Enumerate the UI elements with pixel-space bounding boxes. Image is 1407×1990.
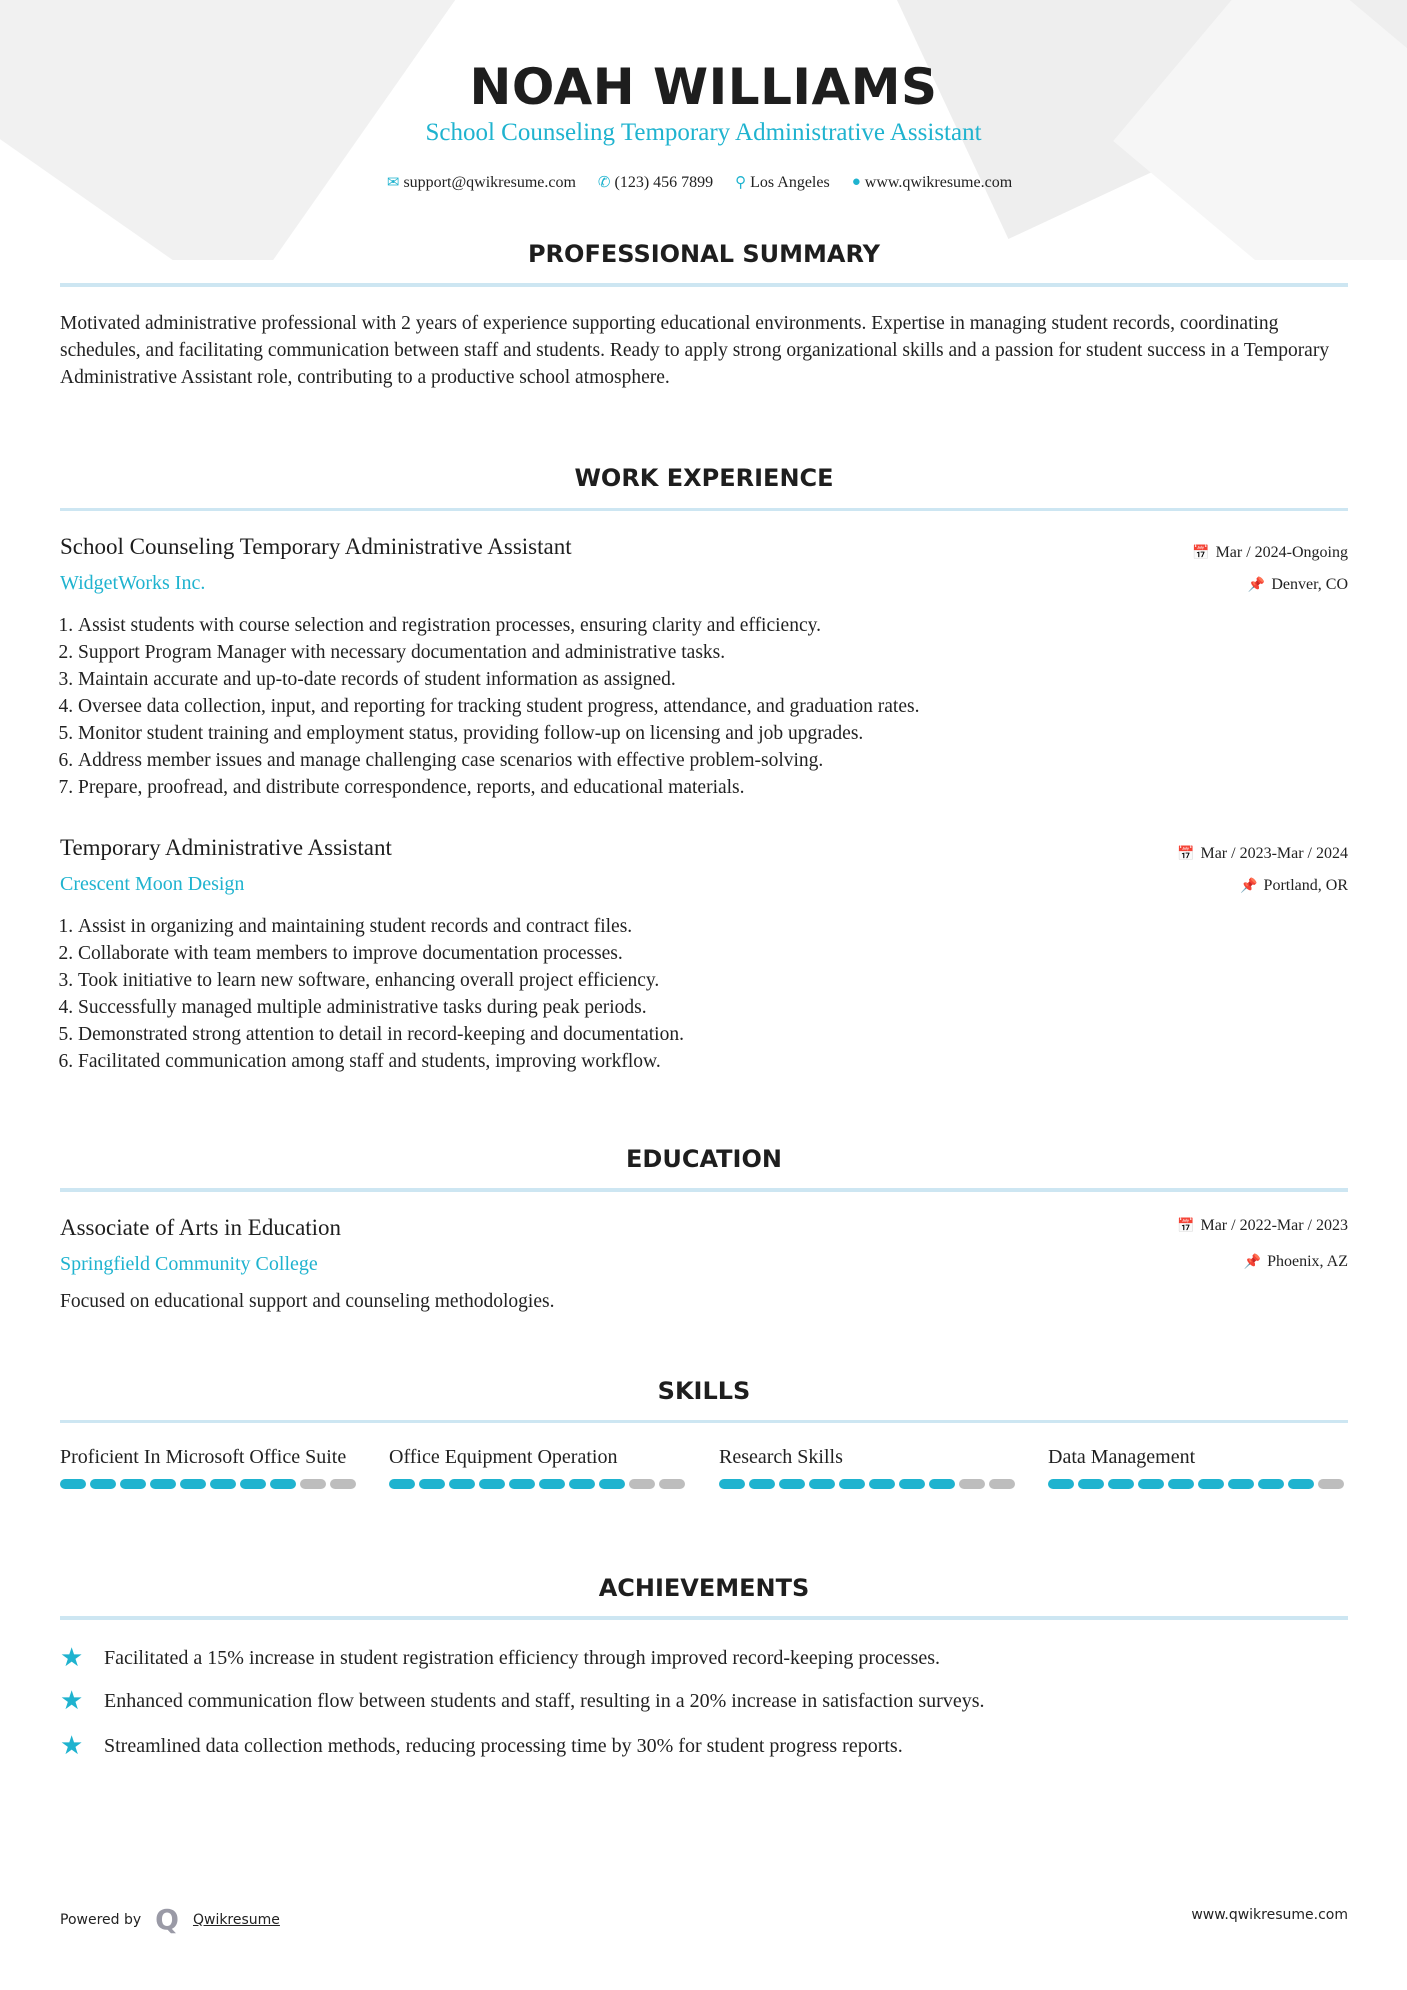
skill-segment-filled [389, 1479, 415, 1489]
skill-item: Data Management [1048, 1444, 1348, 1489]
pin-icon: 📌 [1247, 578, 1266, 593]
star-icon: ★ [60, 1731, 84, 1760]
candidate-name: NOAH WILLIAMS [469, 58, 938, 116]
skill-segment-filled [929, 1479, 955, 1489]
education-location: 📌 Phoenix, AZ [1243, 1253, 1348, 1270]
skill-segment-filled [210, 1479, 236, 1489]
job-bullets [60, 612, 1348, 801]
skill-level-bar [719, 1479, 1019, 1489]
contact-bar [0, 173, 1407, 192]
globe-icon: ● [851, 174, 861, 190]
education-description: Focused on educational support and counseling methodologies. [60, 1291, 555, 1312]
skill-segment-filled [1228, 1479, 1254, 1489]
job-location: 📌 Denver, CO [1247, 576, 1348, 593]
skill-item: Office Equipment Operation [389, 1444, 689, 1489]
contact-location: Los Angeles [750, 173, 830, 191]
skill-item: Proficient In Microsoft Office Suite [60, 1444, 360, 1489]
skill-item: Research Skills [719, 1444, 1019, 1489]
skill-segment-filled [120, 1479, 146, 1489]
achievement-item: ★ Enhanced communication flow between students and staff, resulting in a 20% increase in satisfaction surveys. [60, 1686, 985, 1715]
achievement-item: ★ Streamlined data collection methods, reducing processing time by 30% for student progress reports. [60, 1731, 903, 1760]
skill-segment-empty [629, 1479, 655, 1489]
list-item: 5. Monitor student training and employment status, providing follow-up on licensing and job upgrades. [78, 720, 1348, 747]
list-item: 3. Maintain accurate and up-to-date records of student information as assigned. [78, 666, 1348, 693]
education-heading: EDUCATION [626, 1145, 782, 1173]
calendar-icon: 📅 [1192, 546, 1210, 561]
qwikresume-logo-icon: Q [155, 1903, 179, 1936]
skill-segment-filled [1108, 1479, 1134, 1489]
skill-segment-filled [839, 1479, 865, 1489]
skill-segment-filled [779, 1479, 805, 1489]
skill-segment-filled [1288, 1479, 1314, 1489]
skill-segment-filled [150, 1479, 176, 1489]
job-company: Crescent Moon Design [60, 873, 245, 895]
skill-segment-filled [509, 1479, 535, 1489]
skill-segment-filled [60, 1479, 86, 1489]
star-icon: ★ [60, 1686, 84, 1715]
list-item: 6. Address member issues and manage challenging case scenarios with effective problem-solving. [78, 747, 1348, 774]
section-divider [60, 1616, 1348, 1620]
skill-segment-filled [270, 1479, 296, 1489]
list-item: 4. Successfully managed multiple administrative tasks during peak periods. [78, 994, 1348, 1021]
list-item: 1. Assist students with course selection and registration processes, ensuring clarity and efficiency. [78, 612, 1348, 639]
skill-segment-filled [1168, 1479, 1194, 1489]
job-title: School Counseling Temporary Administrative Assistant [60, 534, 572, 559]
skill-segment-filled [180, 1479, 206, 1489]
skill-segment-filled [90, 1479, 116, 1489]
skill-segment-empty [989, 1479, 1015, 1489]
candidate-title: School Counseling Temporary Administrative Assistant [425, 119, 982, 146]
section-divider [60, 1420, 1348, 1423]
summary-text: Motivated administrative professional with 2 years of experience supporting educational environments. Expertise in managing student records, coordinating schedules, and facilitating communication between staff and students. Ready to apply strong organizational skills and a passion for student success in a Temporary Administrative Assistant role, contributing to a productive school atmosphere. [60, 313, 1330, 388]
skill-level-bar [389, 1479, 689, 1489]
skill-segment-filled [719, 1479, 745, 1489]
skill-segment-filled [1258, 1479, 1284, 1489]
job-dates: 📅 Mar / 2023-Mar / 2024 [1177, 845, 1348, 862]
skill-segment-filled [449, 1479, 475, 1489]
summary-heading: PROFESSIONAL SUMMARY [527, 240, 881, 268]
skill-segment-filled [1138, 1479, 1164, 1489]
list-item: 2. Support Program Manager with necessary documentation and administrative tasks. [78, 639, 1348, 666]
skill-segment-filled [569, 1479, 595, 1489]
skill-segment-filled [1198, 1479, 1224, 1489]
skills-heading: SKILLS [657, 1377, 751, 1405]
skill-segment-filled [539, 1479, 565, 1489]
job-bullets [60, 913, 1348, 1075]
job-dates: 📅 Mar / 2024-Ongoing [1192, 544, 1348, 561]
section-divider [60, 283, 1348, 287]
achievement-item: ★ Facilitated a 15% increase in student registration efficiency through improved record-keeping processes. [60, 1643, 941, 1672]
contact-phone[interactable]: (123) 456 7899 [614, 173, 714, 191]
job-location: 📌 Portland, OR [1240, 877, 1348, 894]
envelope-icon: ✉ [386, 175, 400, 191]
contact-email[interactable]: support@qwikresume.com [403, 173, 576, 191]
achievements-heading: ACHIEVEMENTS [598, 1574, 810, 1602]
list-item: 2. Collaborate with team members to improve documentation processes. [78, 940, 1348, 967]
list-item: 5. Demonstrated strong attention to detail in record-keeping and documentation. [78, 1021, 1348, 1048]
skill-segment-filled [599, 1479, 625, 1489]
skill-segment-filled [419, 1479, 445, 1489]
skill-segment-empty [959, 1479, 985, 1489]
skill-segment-filled [809, 1479, 835, 1489]
section-divider [60, 508, 1348, 511]
school-name: Springfield Community College [60, 1253, 318, 1275]
skill-segment-empty [1318, 1479, 1344, 1489]
skill-level-bar [60, 1479, 360, 1489]
skill-segment-filled [749, 1479, 775, 1489]
skill-segment-empty [659, 1479, 685, 1489]
section-divider [60, 1188, 1348, 1192]
job-title: Temporary Administrative Assistant [60, 835, 392, 860]
skill-segment-empty [300, 1479, 326, 1489]
phone-icon: ✆ [597, 175, 611, 191]
map-pin-icon: ⚲ [735, 175, 747, 191]
experience-heading: WORK EXPERIENCE [574, 464, 834, 492]
skill-segment-filled [1048, 1479, 1074, 1489]
skill-segment-filled [479, 1479, 505, 1489]
skill-segment-filled [869, 1479, 895, 1489]
footer-powered-by: Powered by Q Qwikresume [60, 1903, 280, 1936]
pin-icon: 📌 [1240, 879, 1258, 894]
degree-title: Associate of Arts in Education [60, 1215, 342, 1240]
pin-icon: 📌 [1243, 1255, 1262, 1270]
skill-segment-filled [1078, 1479, 1104, 1489]
list-item: 3. Took initiative to learn new software, enhancing overall project efficiency. [78, 967, 1348, 994]
skill-segment-filled [899, 1479, 925, 1489]
skill-segment-empty [330, 1479, 356, 1489]
contact-website[interactable]: www.qwikresume.com [864, 173, 1013, 191]
footer-website[interactable]: www.qwikresume.com [1191, 1907, 1348, 1923]
calendar-icon: 📅 [1177, 847, 1195, 862]
calendar-icon: 📅 [1177, 1219, 1195, 1234]
qwikresume-link[interactable]: Qwikresume [192, 1911, 280, 1928]
list-item: 6. Facilitated communication among staff and students, improving workflow. [78, 1048, 1348, 1075]
education-dates: 📅 Mar / 2022-Mar / 2023 [1177, 1217, 1348, 1234]
star-icon: ★ [60, 1643, 84, 1672]
list-item: 7. Prepare, proofread, and distribute correspondence, reports, and educational materials. [78, 774, 1348, 801]
list-item: 4. Oversee data collection, input, and reporting for tracking student progress, attendance, and graduation rates. [78, 693, 1348, 720]
job-company: WidgetWorks Inc. [60, 572, 206, 594]
skill-segment-filled [240, 1479, 266, 1489]
skill-level-bar [1048, 1479, 1348, 1489]
list-item: 1. Assist in organizing and maintaining student records and contract files. [78, 913, 1348, 940]
